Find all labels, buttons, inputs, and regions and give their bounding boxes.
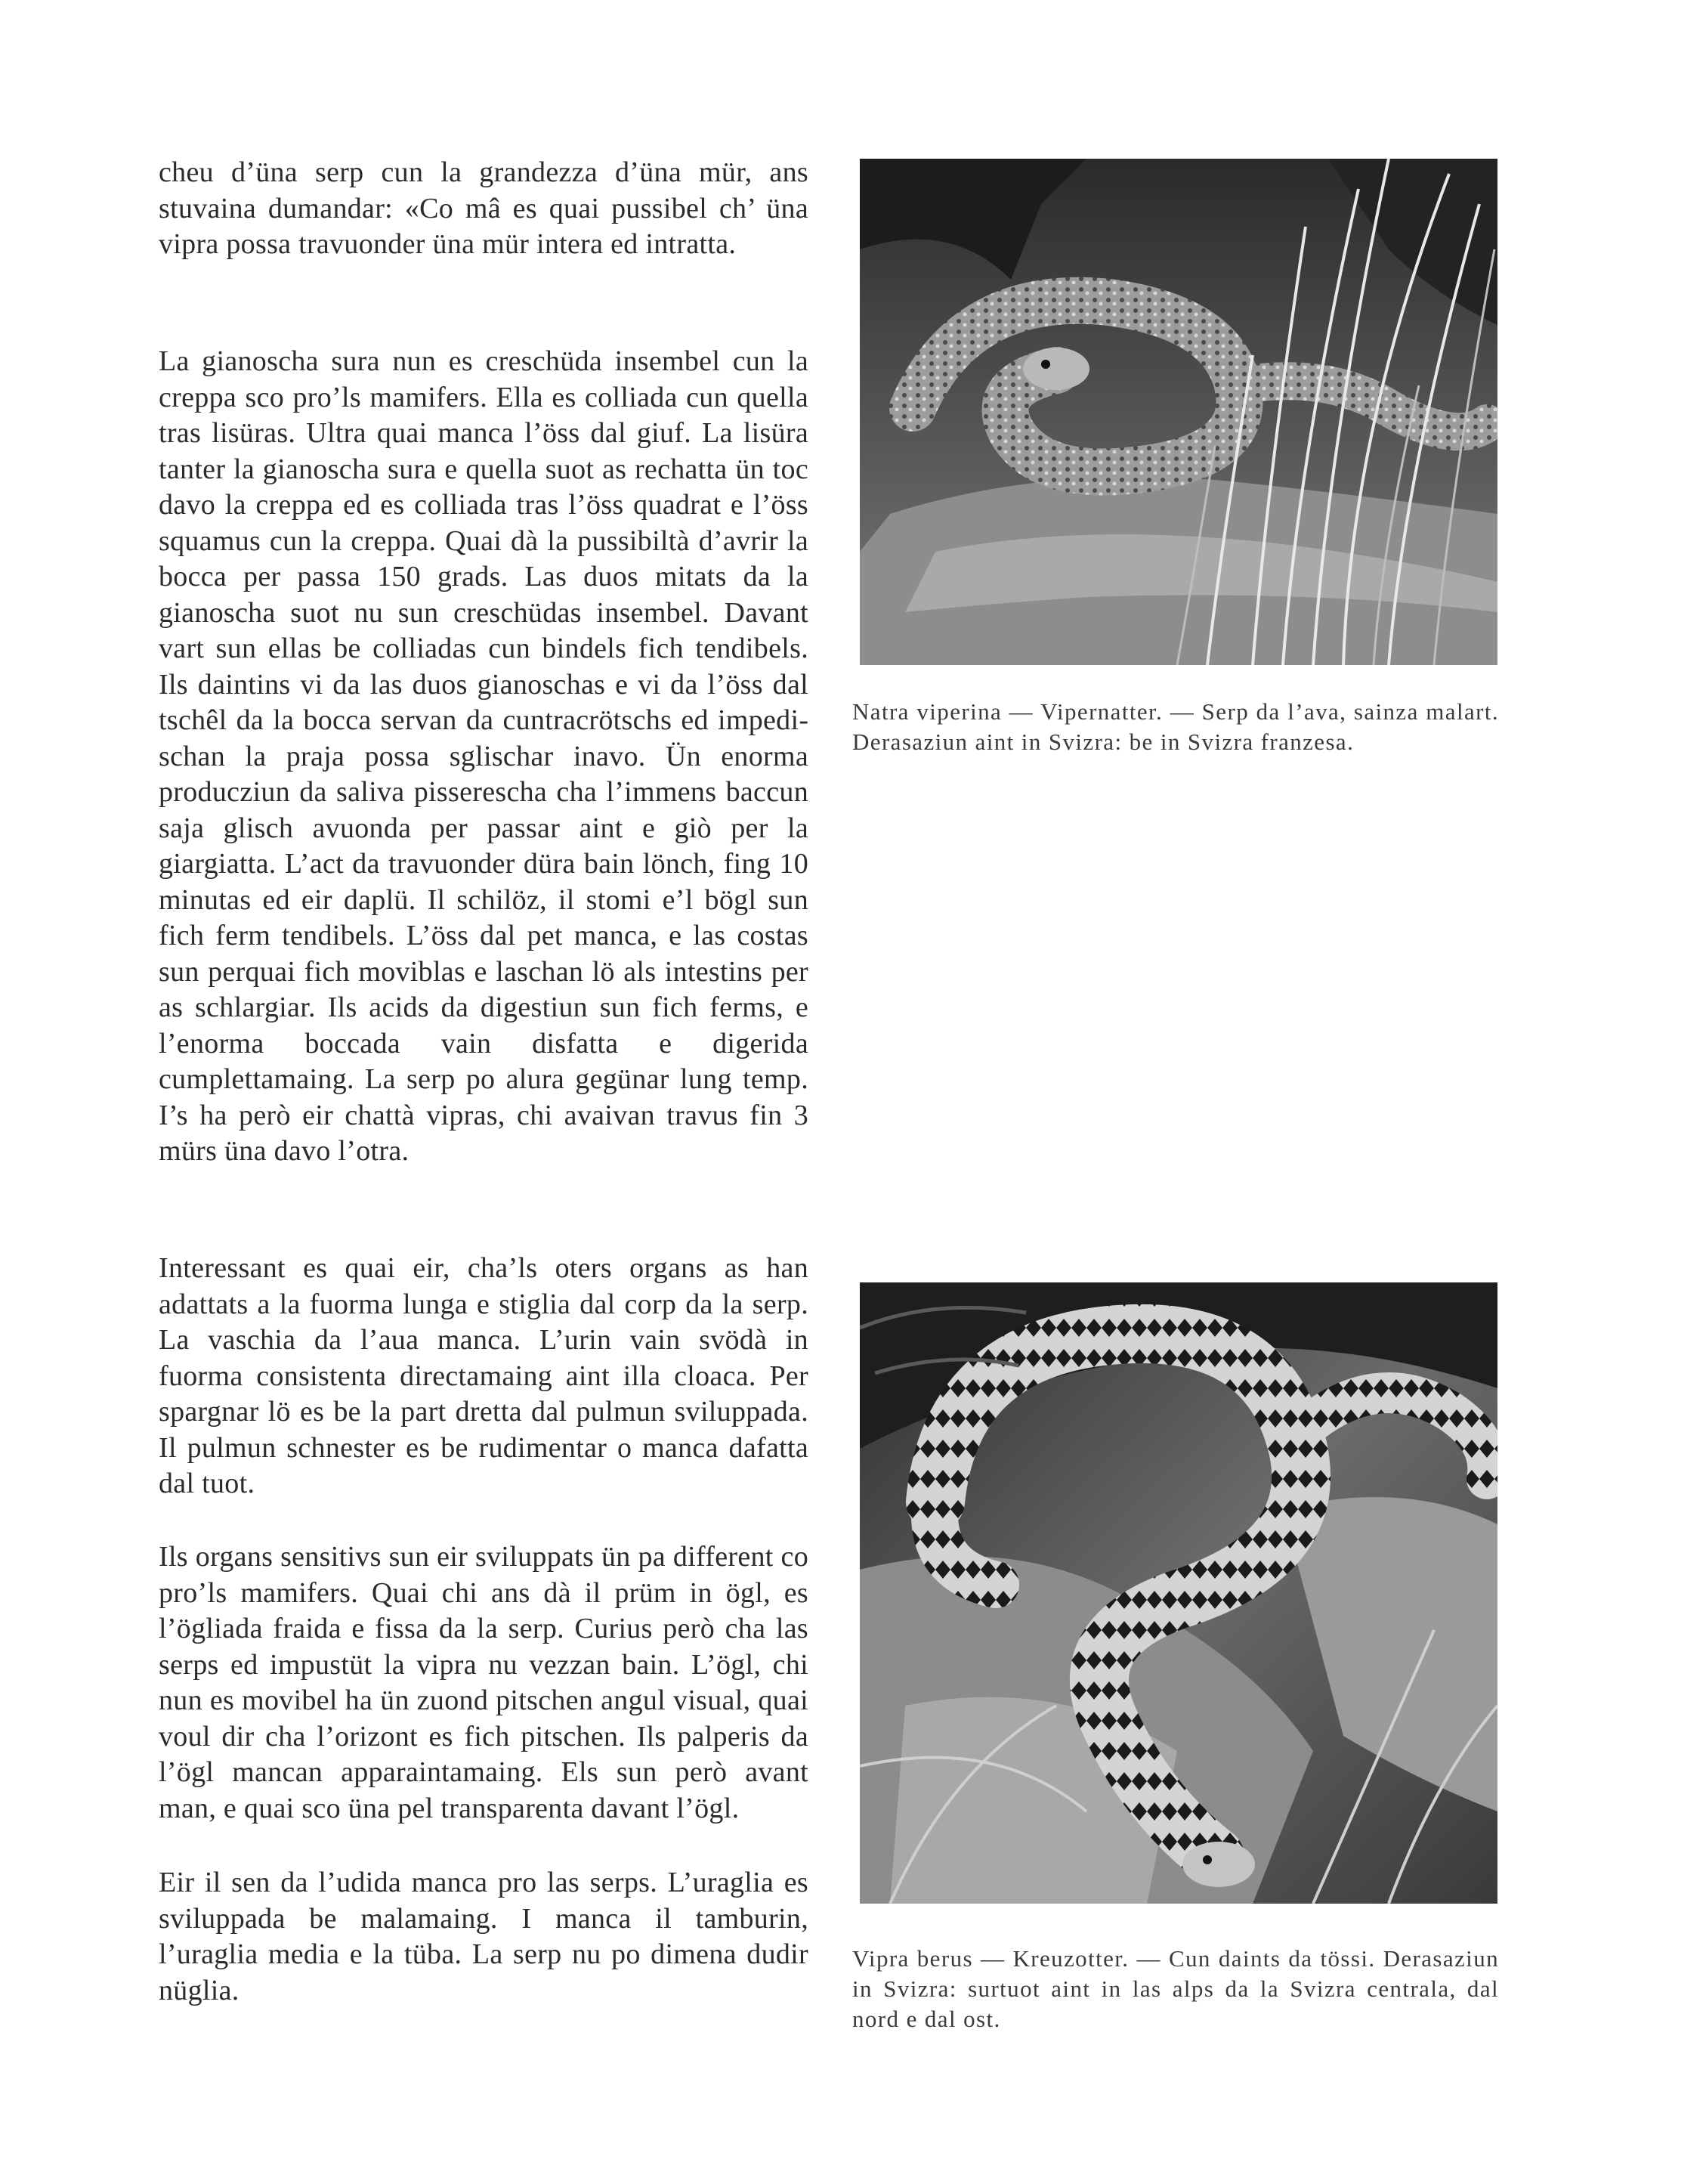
figure-caption-2: Vipra berus — Kreuzotter. — Cun daints da tössi. Derasaziun in Svizra: surtuot aint in las alps da la Svizra centrala, dal nord e dal ost. [852, 1945, 1499, 2032]
body-paragraph-1: cheu d’üna serp cun la grandezza d’üna mür, ans stuvaina dumandar: «Co mâ es quai pussibel ch’ üna vipra possa travuonder üna mür intera ed intratta. [159, 156, 808, 260]
body-paragraph-4: Ils organs sensitivs sun eir sviluppats ün pa different co pro’ls mamifers. Quai chi ans dà il prüm in ögl, es l’ögliada fraida e fissa da la serp. Curius però cha las serps ed impustüt la vipra nu vezzan bain. L’ögl, chi nun es movibel ha ün zuond pitschen angul visual, quai voul dir cha l’orizont es fich pitschen. Ils palperis da l’ögl mancan apparaintamaing. Els sun però avant man, e quai sco üna pel transparenta davant l’ögl. [159, 1541, 808, 1824]
grass-snake-photo [860, 159, 1497, 665]
adder-photo [860, 1282, 1497, 1904]
body-paragraph-5: Eir il sen da l’udida manca pro las serps. L’uraglia es sviluppada be malamaing. I manca il tamburin, l’uraglia media e la tüba. La serp nu po dimena dudir nüglia. [159, 1867, 808, 2006]
figure-caption-1: Natra viperina — Vipernatter. — Serp da l’ava, sainza malart. Derasaziun aint in Svizra: be in Svizra franzesa. [852, 698, 1499, 755]
body-paragraph-3: Interessant es quai eir, cha’ls oters organs as han adattats a la fuorma lunga e stiglia dal corp da la serp. La vaschia da l’aua manca. L’urin vain svödà in fuorma consistenta directamaing aint illa cloaca. Per spargnar lö es be la part dretta dal pulmun sviluppada. Il pulmun schnester es be rudimentar o manca dafatta dal tuot. [159, 1252, 808, 1499]
body-paragraph-2: La gianoscha sura nun es creschüda insembel cun la creppa sco pro’ls mamifers. Ella es colliada cun quella tras lisüras. Ultra quai manca l’öss dal giuf. La lisüra tanter la gianoscha sura e quella suot as rechatta ün toc davo la creppa ed es colliada tras l’öss quadrat e l’öss squamus cun la creppa. Quai dà la pussibiltà d’avrir la bocca per passa 150 grads. Las duos mitats da la gianoscha suot nu sun creschüdas insembel. Davant vart sun ellas be colliadas cun bindels fich tendibels. Ils daintins vi da las duos gianoschas e vi da l’öss dal tschêl da la bocca servan da cuntracrötschs ed impedischan la praja possa sglischar inavo. Ün enorma producziun da saliva pisserescha cha l’immens baccun saja glisch avuonda per passar aint e giò per la giargiatta. L’act da travuonder düra bain lönch, fing 10 minutas ed eir daplü. Il schilöz, il stomi e’l bögl sun fich ferm tendibels. L’öss dal pet manca, e las costas sun perquai fich moviblas e laschan lö als intestins per as schlargiar. Ils acids da digestiun sun fich ferms, e l’enorma boccada vain disfatta e digerida cumplettamaing. La serp po alura gegünar lung temp. I’s ha però eir chattà vipras, chi avaivan travus fin 3 mürs üna davo l’otra. [159, 345, 808, 1167]
